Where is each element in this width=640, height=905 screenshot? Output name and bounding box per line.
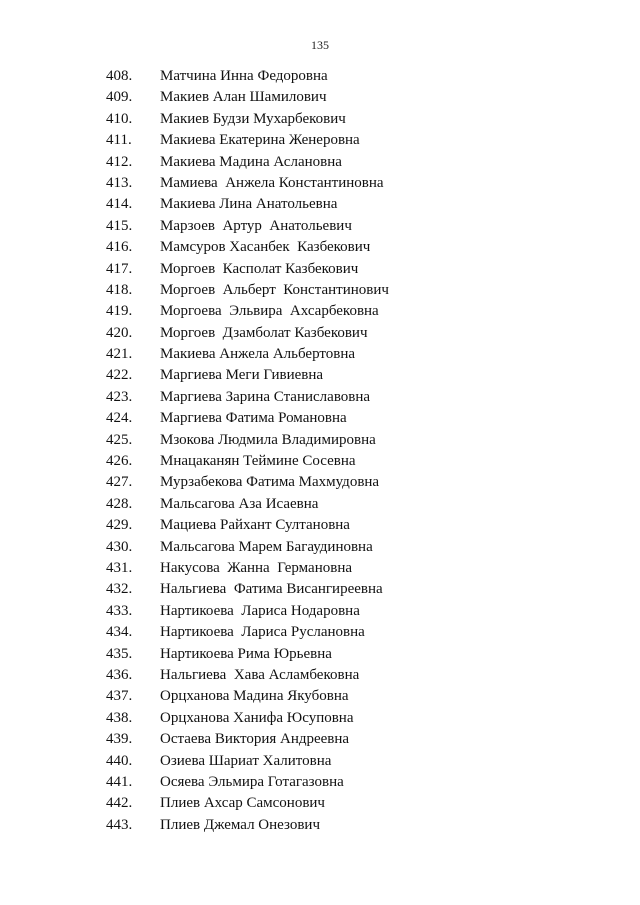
entry-name: Мурзабекова Фатима Махмудовна	[160, 474, 380, 491]
entry-name: Мамиева Анжела Константиновна	[160, 174, 384, 191]
entry-name: Орцханова Ханифа Юсуповна	[160, 709, 354, 726]
list-item	[0, 152, 640, 173]
list-item	[0, 408, 640, 429]
entry-name: Нартикоева Рима Юрьевна	[160, 645, 332, 662]
entry-name: Мациева Райхант Султановна	[160, 517, 350, 534]
entry-name: Марзоев Артур Анатольевич	[160, 217, 352, 234]
entry-name: Нартикоева Лариса Нодаровна	[160, 602, 360, 619]
list-item	[0, 579, 640, 600]
list-item	[0, 216, 640, 237]
entry-number: 434.	[106, 624, 133, 641]
entry-number: 415.	[106, 217, 133, 234]
entry-number: 409.	[106, 89, 133, 106]
page-number: 135	[311, 38, 329, 52]
list-item	[0, 644, 640, 665]
entry-name: Мальсагова Марем Багаудиновна	[160, 538, 373, 555]
list-item	[0, 708, 640, 729]
entry-number: 433.	[106, 602, 133, 619]
entry-number: 426.	[106, 453, 133, 470]
list-item	[0, 665, 640, 686]
list-item	[0, 87, 640, 108]
entry-number: 442.	[106, 795, 133, 812]
list-item	[0, 772, 640, 793]
entry-number: 431.	[106, 559, 133, 576]
list-item	[0, 472, 640, 493]
entry-number: 411.	[106, 132, 132, 149]
list-item	[0, 259, 640, 280]
entry-name: Маргиева Меги Гивиевна	[160, 367, 324, 384]
entry-number: 414.	[106, 196, 133, 213]
list-item	[0, 323, 640, 344]
entry-name: Мзокова Людмила Владимировна	[160, 431, 376, 448]
list-item	[0, 451, 640, 472]
name-list	[0, 66, 640, 836]
list-item	[0, 66, 640, 87]
entry-name: Моргоев Дзамболат Казбекович	[160, 324, 368, 341]
entry-number: 435.	[106, 645, 133, 662]
list-item	[0, 280, 640, 301]
entry-number: 420.	[106, 324, 133, 341]
entry-number: 443.	[106, 816, 133, 833]
entry-number: 429.	[106, 517, 133, 534]
entry-number: 422.	[106, 367, 133, 384]
entry-name: Плиев Джемал Онезович	[160, 816, 320, 833]
entry-name: Остаева Виктория Андреевна	[160, 731, 350, 748]
entry-number: 438.	[106, 709, 133, 726]
list-item	[0, 344, 640, 365]
list-item	[0, 237, 640, 258]
entry-number: 413.	[106, 174, 133, 191]
entry-number: 432.	[106, 581, 133, 598]
list-item	[0, 130, 640, 151]
entry-number: 410.	[106, 110, 133, 127]
entry-name: Макиев Алан Шамилович	[160, 89, 327, 106]
list-item	[0, 751, 640, 772]
list-item	[0, 686, 640, 707]
entry-number: 421.	[106, 346, 133, 363]
entry-name: Маргиева Фатима Романовна	[160, 410, 347, 427]
entry-name: Плиев Ахсар Самсонович	[160, 795, 325, 812]
entry-name: Макиева Анжела Альбертовна	[160, 346, 356, 363]
entry-name: Мамсуров Хасанбек Казбекович	[160, 239, 371, 256]
entry-name: Моргоев Касполат Казбекович	[160, 260, 359, 277]
list-item	[0, 793, 640, 814]
entry-name: Орцханова Мадина Якубовна	[160, 688, 349, 705]
entry-number: 423.	[106, 388, 133, 405]
list-item	[0, 515, 640, 536]
entry-number: 425.	[106, 431, 133, 448]
list-item	[0, 729, 640, 750]
list-item	[0, 365, 640, 386]
entry-name: Нальгиева Хава Асламбековна	[160, 666, 360, 683]
entry-name: Мальсагова Аза Исаевна	[160, 495, 319, 512]
entry-number: 419.	[106, 303, 133, 320]
entry-name: Мнацаканян Теймине Сосевна	[160, 453, 356, 470]
entry-number: 430.	[106, 538, 133, 555]
entry-name: Макиева Лина Анатольевна	[160, 196, 338, 213]
entry-number: 418.	[106, 281, 133, 298]
entry-name: Моргоев Альберт Константинович	[160, 281, 389, 298]
entry-number: 441.	[106, 773, 133, 790]
list-item	[0, 301, 640, 322]
entry-number: 437.	[106, 688, 133, 705]
entry-number: 439.	[106, 731, 133, 748]
entry-number: 428.	[106, 495, 133, 512]
entry-name: Макиев Будзи Мухарбекович	[160, 110, 346, 127]
entry-number: 440.	[106, 752, 133, 769]
list-item	[0, 173, 640, 194]
entry-name: Нартикоева Лариса Руслановна	[160, 624, 365, 641]
entry-number: 408.	[106, 68, 133, 84]
entry-name: Моргоева Эльвира Ахсарбековна	[160, 303, 379, 320]
list-item	[0, 622, 640, 643]
list-item	[0, 109, 640, 130]
entry-name: Макиева Екатерина Женеровна	[160, 132, 360, 149]
list-item	[0, 194, 640, 215]
list-item	[0, 430, 640, 451]
entry-number: 436.	[106, 666, 133, 683]
entry-number: 416.	[106, 239, 133, 256]
list-item	[0, 815, 640, 836]
entry-name: Матчина Инна Федоровна	[160, 68, 328, 84]
entry-number: 427.	[106, 474, 133, 491]
list-item	[0, 494, 640, 515]
list-item	[0, 601, 640, 622]
entry-name: Накусова Жанна Германовна	[160, 559, 353, 576]
entry-number: 417.	[106, 260, 133, 277]
entry-number: 412.	[106, 153, 133, 170]
list-item	[0, 387, 640, 408]
list-item	[0, 558, 640, 579]
entry-number: 424.	[106, 410, 133, 427]
entry-name: Озиева Шариат Халитовна	[160, 752, 332, 769]
list-item	[0, 537, 640, 558]
entry-name: Нальгиева Фатима Висангиреевна	[160, 581, 383, 598]
entry-name: Макиева Мадина Аслановна	[160, 153, 342, 170]
entry-name: Маргиева Зарина Станиславовна	[160, 388, 371, 405]
entry-name: Осяева Эльмира Готагазовна	[160, 773, 344, 790]
